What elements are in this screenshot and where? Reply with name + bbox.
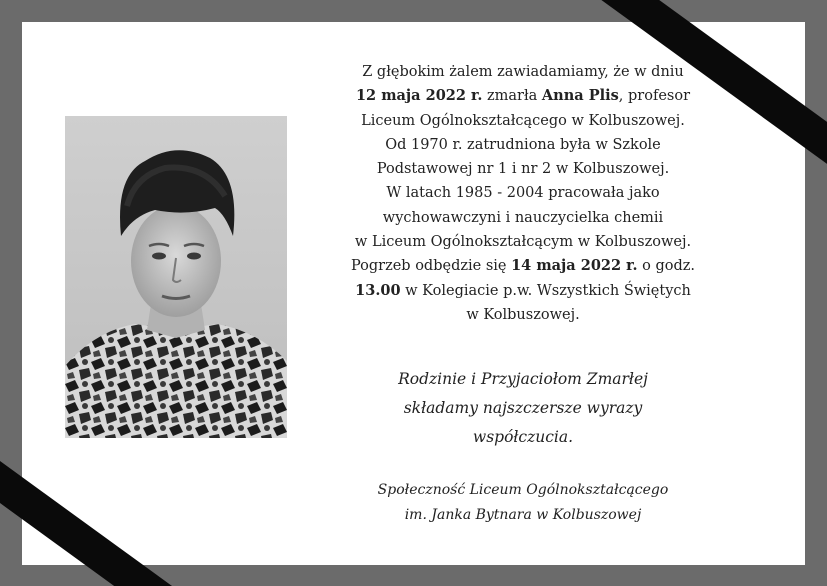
condolence-message: [318, 365, 728, 452]
funeral-time: 13.00: [355, 281, 401, 299]
announcement-line: W latach 1985 - 2004 pracowała jako: [386, 185, 660, 202]
announcement-line: [318, 279, 728, 303]
announcement-text: [318, 60, 728, 327]
announcement-line: Od 1970 r. zatrudniona była w Szkole: [385, 136, 661, 153]
deceased-name: Anna Plis: [541, 87, 619, 105]
signature-line: Społeczność Liceum Ogólnokształcącego: [377, 482, 669, 498]
announcement-line: w Kolbuszowej.: [466, 306, 580, 323]
announcement-line: Podstawowej nr 1 i nr 2 w Kolbuszowej.: [376, 161, 670, 178]
announcement-line: w Liceum Ogólnokształcącym w Kolbuszowej.: [354, 234, 692, 251]
announcement-text-fragment: zmarła: [482, 88, 542, 105]
announcement-text-fragment: o godz.: [637, 258, 696, 275]
announcement-line: Z głębokim żalem zawiadamiamy, że w dniu: [362, 64, 684, 80]
condolence-line: Rodzinie i Przyjaciołom Zmarłej: [398, 370, 648, 388]
signature: [318, 478, 728, 528]
announcement-text-fragment: Pogrzeb odbędzie się: [350, 258, 512, 275]
condolence-line: składamy najszczersze wyrazy: [403, 399, 643, 417]
portrait-photo: [65, 116, 287, 438]
announcement-text-fragment: , profesor: [618, 88, 691, 105]
announcement-line: [318, 84, 728, 108]
signature-line: im. Janka Bytnara w Kolbuszowej: [404, 507, 642, 523]
death-date: 12 maja 2022 r.: [355, 87, 483, 105]
funeral-place: w Kolegiacie p.w. Wszystkich Świętych: [400, 282, 691, 299]
announcement-line: [318, 254, 728, 278]
funeral-date: 14 maja 2022 r.: [511, 257, 638, 275]
announcement-line: Liceum Ogólnokształcącego w Kolbuszowej.: [361, 112, 685, 129]
announcement-line: wychowawczyni i nauczycielka chemii: [382, 209, 664, 226]
condolence-line: współczucia.: [472, 428, 574, 446]
